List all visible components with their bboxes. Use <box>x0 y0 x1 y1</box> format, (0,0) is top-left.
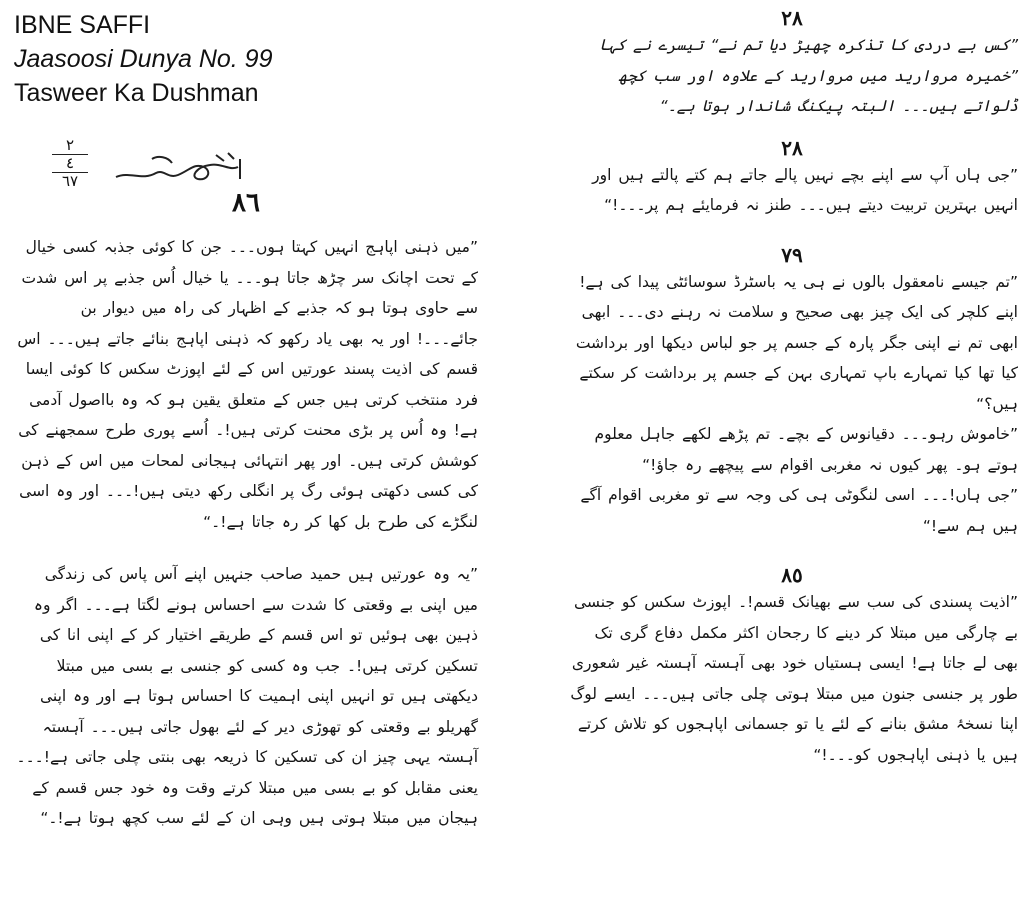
page-number: ٢٨ <box>781 6 803 30</box>
right-column <box>566 6 1018 770</box>
date-year: ٦٧ <box>61 172 79 190</box>
novel-title: Tasweer Ka Dushman <box>14 79 259 107</box>
paragraph: ”تم جیسے نامعقول بالوں نے ہی یہ باسٹرڈ سوسائٹی پیدا کی ہے! اپنے کلچر کی ایک چیز بھی صحیح و سلامت نہ رہنے دی۔۔۔ ابھی ابھی تم نے اپنی جگر پارہ کے جسم پر جو لباس دیکھا اور برداشت کیا تھا کیا تمہارے باپ تمہاری بہن کے جسم پر برداشت کر سکتے ہیں؟“ ”خاموش رہو۔۔۔ دقیانوس کے بچے۔ تم پڑھے لکھے جاہل معلوم ہوتے ہو۔ پھر کیوں نہ مغربی اقوام سے پیچھے رہ جاؤ!“ ”جی ہاں!۔۔۔ اسی لنگوٹی ہی کی وجہ سے تو مغربی اقوام آگے ہیں ہم سے!“ <box>575 272 1018 535</box>
magazine-issue: Jaasoosi Dunya No. 99 <box>14 45 273 73</box>
document-header <box>14 8 354 110</box>
author-signature <box>112 145 252 191</box>
page-number: ٨٦ <box>232 188 260 218</box>
signature-scribble-icon <box>112 145 252 191</box>
date-month: ٤ <box>65 154 75 172</box>
page-number: ٢٨ <box>781 135 803 160</box>
paragraph: ”اذیت پسندی کی سب سے بھیانک قسم!۔ اپوزٹ سکس کو جنسی بے چارگی میں مبتلا کر دینے کا رجحان اکثر مکمل دفاع گری تک بھی لے جاتا ہے! ایسی ہستیاں خود بھی آہستہ آہستہ غیر شعوری طور پر جنسی جنون میں مبتلا ہوتی چلی جاتی ہیں۔۔۔ ایسے لوگ اپنا نسخۂ مشق بنانے کے لئے یا تو جسمانی اپاہجوں کو تلاش کرتے ہیں یا ذہنی اپاہجوں کو۔۔۔!“ <box>570 593 1018 764</box>
handwritten-date <box>52 138 88 189</box>
page-number: ٧٩ <box>781 242 803 267</box>
paragraph: ”کس بے دردی کا تذکرہ چھیڑ دیا تم نے“ تیسرے نے کہا ”خمیرہ مروارید میں مروارید کے علاوہ اور سب کچھ ڈلواتے ہیں۔۔۔ البتہ پیکنگ شاندار ہوتا ہے۔“ <box>598 36 1018 115</box>
paragraph: ”میں ذہنی اپاہج انہیں کہتا ہوں۔۔۔ جن کا کوئی جذبہ کسی خیال کے تحت اچانک سر چڑھ جاتا ہو۔۔۔ یا خیال اُس جذبے پر اس شدت سے حاوی ہوتا ہو کہ جذبے کے اظہار کی راہ میں دیوار بن جائے۔۔۔! اور یہ بھی یاد رکھو کہ ذہنی اپاہج بنائے جاتے ہیں۔۔۔ اس قسم کی اذیت پسند عورتیں اس کے لئے اپوزٹ سکس کا کوئی ایسا فرد منتخب کرتی ہیں جس کے متعلق یقین ہو کہ وہ بااصول آدمی ہے! وہ اُس پر بڑی محنت کرتی ہیں!۔ اُسے پوری طرح سمجھنے کی کوشش کرتی ہیں۔ اور پھر انتہائی ہیجانی لمحات میں اس کے ذہن کی کسی دکھتی ہوئی رگ پر انگلی رکھ دیتی ہیں!۔۔۔ اور وہ اسی لنگڑے کی طرح بل کھا کر رہ جاتا ہے!۔“ <box>17 238 478 531</box>
author-name: IBNE SAFFI <box>14 11 151 39</box>
left-column <box>14 188 478 834</box>
page-number: ٨٥ <box>781 563 803 587</box>
paragraph: ”جی ہاں آپ سے اپنے بچے نہیں پالے جاتے ہم کتے پالتے ہیں اور انہیں بہترین تربیت دیتے ہیں۔۔۔ طنز نہ فرمایئے ہم پر۔۔۔!“ <box>592 165 1018 214</box>
date-day: ٢ <box>65 136 75 154</box>
paragraph: ”یہ وہ عورتیں ہیں حمید صاحب جنہیں اپنے آس پاس کی زندگی میں اپنی بے وقعتی کا شدت سے احساس ہونے لگتا ہے۔۔۔ اگر وہ ذہین بھی ہوئیں تو اس قسم کے طریقے اختیار کر کے اپنی انا کی تسکین کرتی ہیں!۔ جب وہ کسی کو جنسی بے بسی میں مبتلا دیکھتی ہیں تو انہیں اپنی اہمیت کا احساس ہوتا ہے اور وہ اپنی گھریلو بے وقعتی کو تھوڑی دیر کے لئے بھول جاتی ہیں۔۔۔ آہستہ آہستہ یہی چیز ان کی تسکین کا ذریعہ بھی بنتی چلی جاتی ہے!۔۔۔ یعنی مقابل کو بے بسی میں مبتلا کرتے وقت وہ خود جس قسم کے ہیجان میں مبتلا ہوتی ہیں وہی ان کے لئے سب کچھ ہوتا ہے!۔“ <box>16 565 478 827</box>
